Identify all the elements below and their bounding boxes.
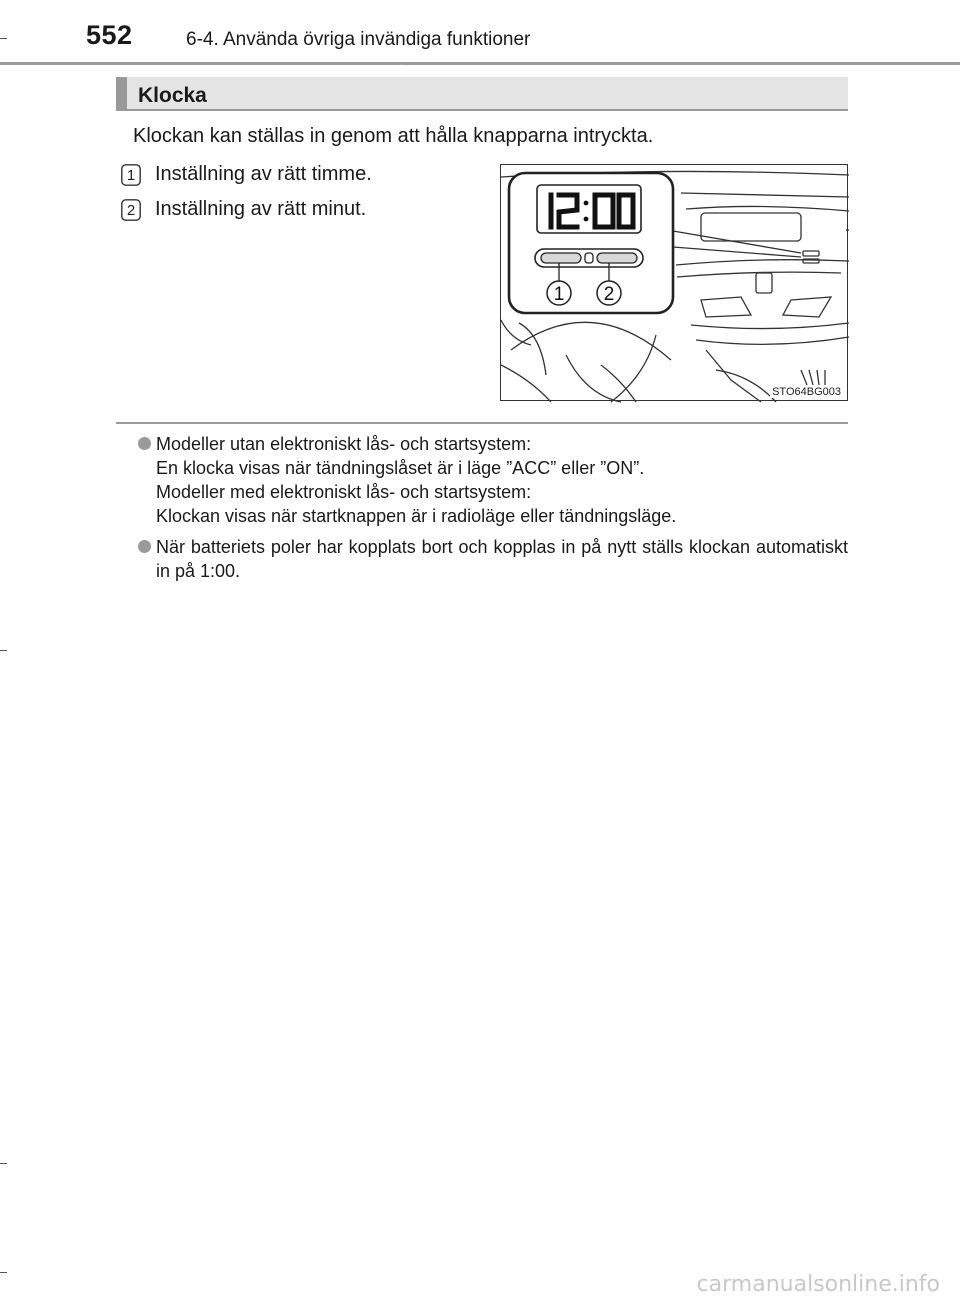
svg-text:2: 2 <box>603 284 615 305</box>
header-rule <box>0 62 960 65</box>
intro-text: Klockan kan ställas in genom att hålla knapparna intryckta. <box>133 125 654 147</box>
callout-1 <box>547 281 571 305</box>
crop-mark <box>0 650 7 651</box>
step-item <box>121 198 366 221</box>
display-time-text: 12:00 <box>401 65 404 66</box>
note-line: Modeller utan elektroniskt lås- och startsystem: <box>156 434 532 454</box>
bullet-icon <box>138 540 151 553</box>
crop-mark <box>0 38 7 39</box>
minute-button <box>597 253 637 263</box>
crop-mark <box>0 1163 7 1164</box>
svg-text:2: 2 <box>126 201 136 219</box>
svg-text:1: 1 <box>126 166 136 184</box>
note-line: En klocka visas när tändningslåset är i läge ”ACC” eller ”ON”. <box>156 458 645 478</box>
step-number-badge <box>121 199 141 221</box>
dashboard-drawing <box>401 65 849 402</box>
watermark: carmanualsonline.info <box>696 1272 940 1297</box>
clock-illustration <box>401 65 848 401</box>
figure-code: STO64BG003 <box>772 386 841 398</box>
note-item <box>138 535 848 583</box>
section-title: Klocka <box>138 84 207 107</box>
section-header <box>116 77 848 111</box>
note-text: När batteriets poler har kopplats bort och kopplas in på nytt ställs klockan automatiskt in på 1:00. <box>156 537 848 581</box>
crop-mark <box>0 1272 7 1273</box>
section-accent <box>116 77 127 109</box>
step-label: Inställning av rätt timme. <box>155 163 372 185</box>
step-label: Inställning av rätt minut. <box>155 198 367 220</box>
svg-text:1: 1 <box>553 284 565 305</box>
note-item <box>138 432 848 528</box>
hour-button <box>541 253 581 263</box>
step-number-badge <box>121 164 141 186</box>
page-number: 552 <box>86 20 133 50</box>
step-item <box>121 163 372 186</box>
bullet-icon <box>138 437 151 450</box>
callout-2 <box>597 281 621 305</box>
chapter-title: 6-4. Använda övriga invändiga funktioner <box>186 29 531 50</box>
note-line: Klockan visas när startknappen är i radioläge eller tändningsläge. <box>156 506 677 526</box>
notes-divider <box>116 422 848 424</box>
note-line: Modeller med elektroniskt lås- och startsystem: <box>156 482 532 502</box>
